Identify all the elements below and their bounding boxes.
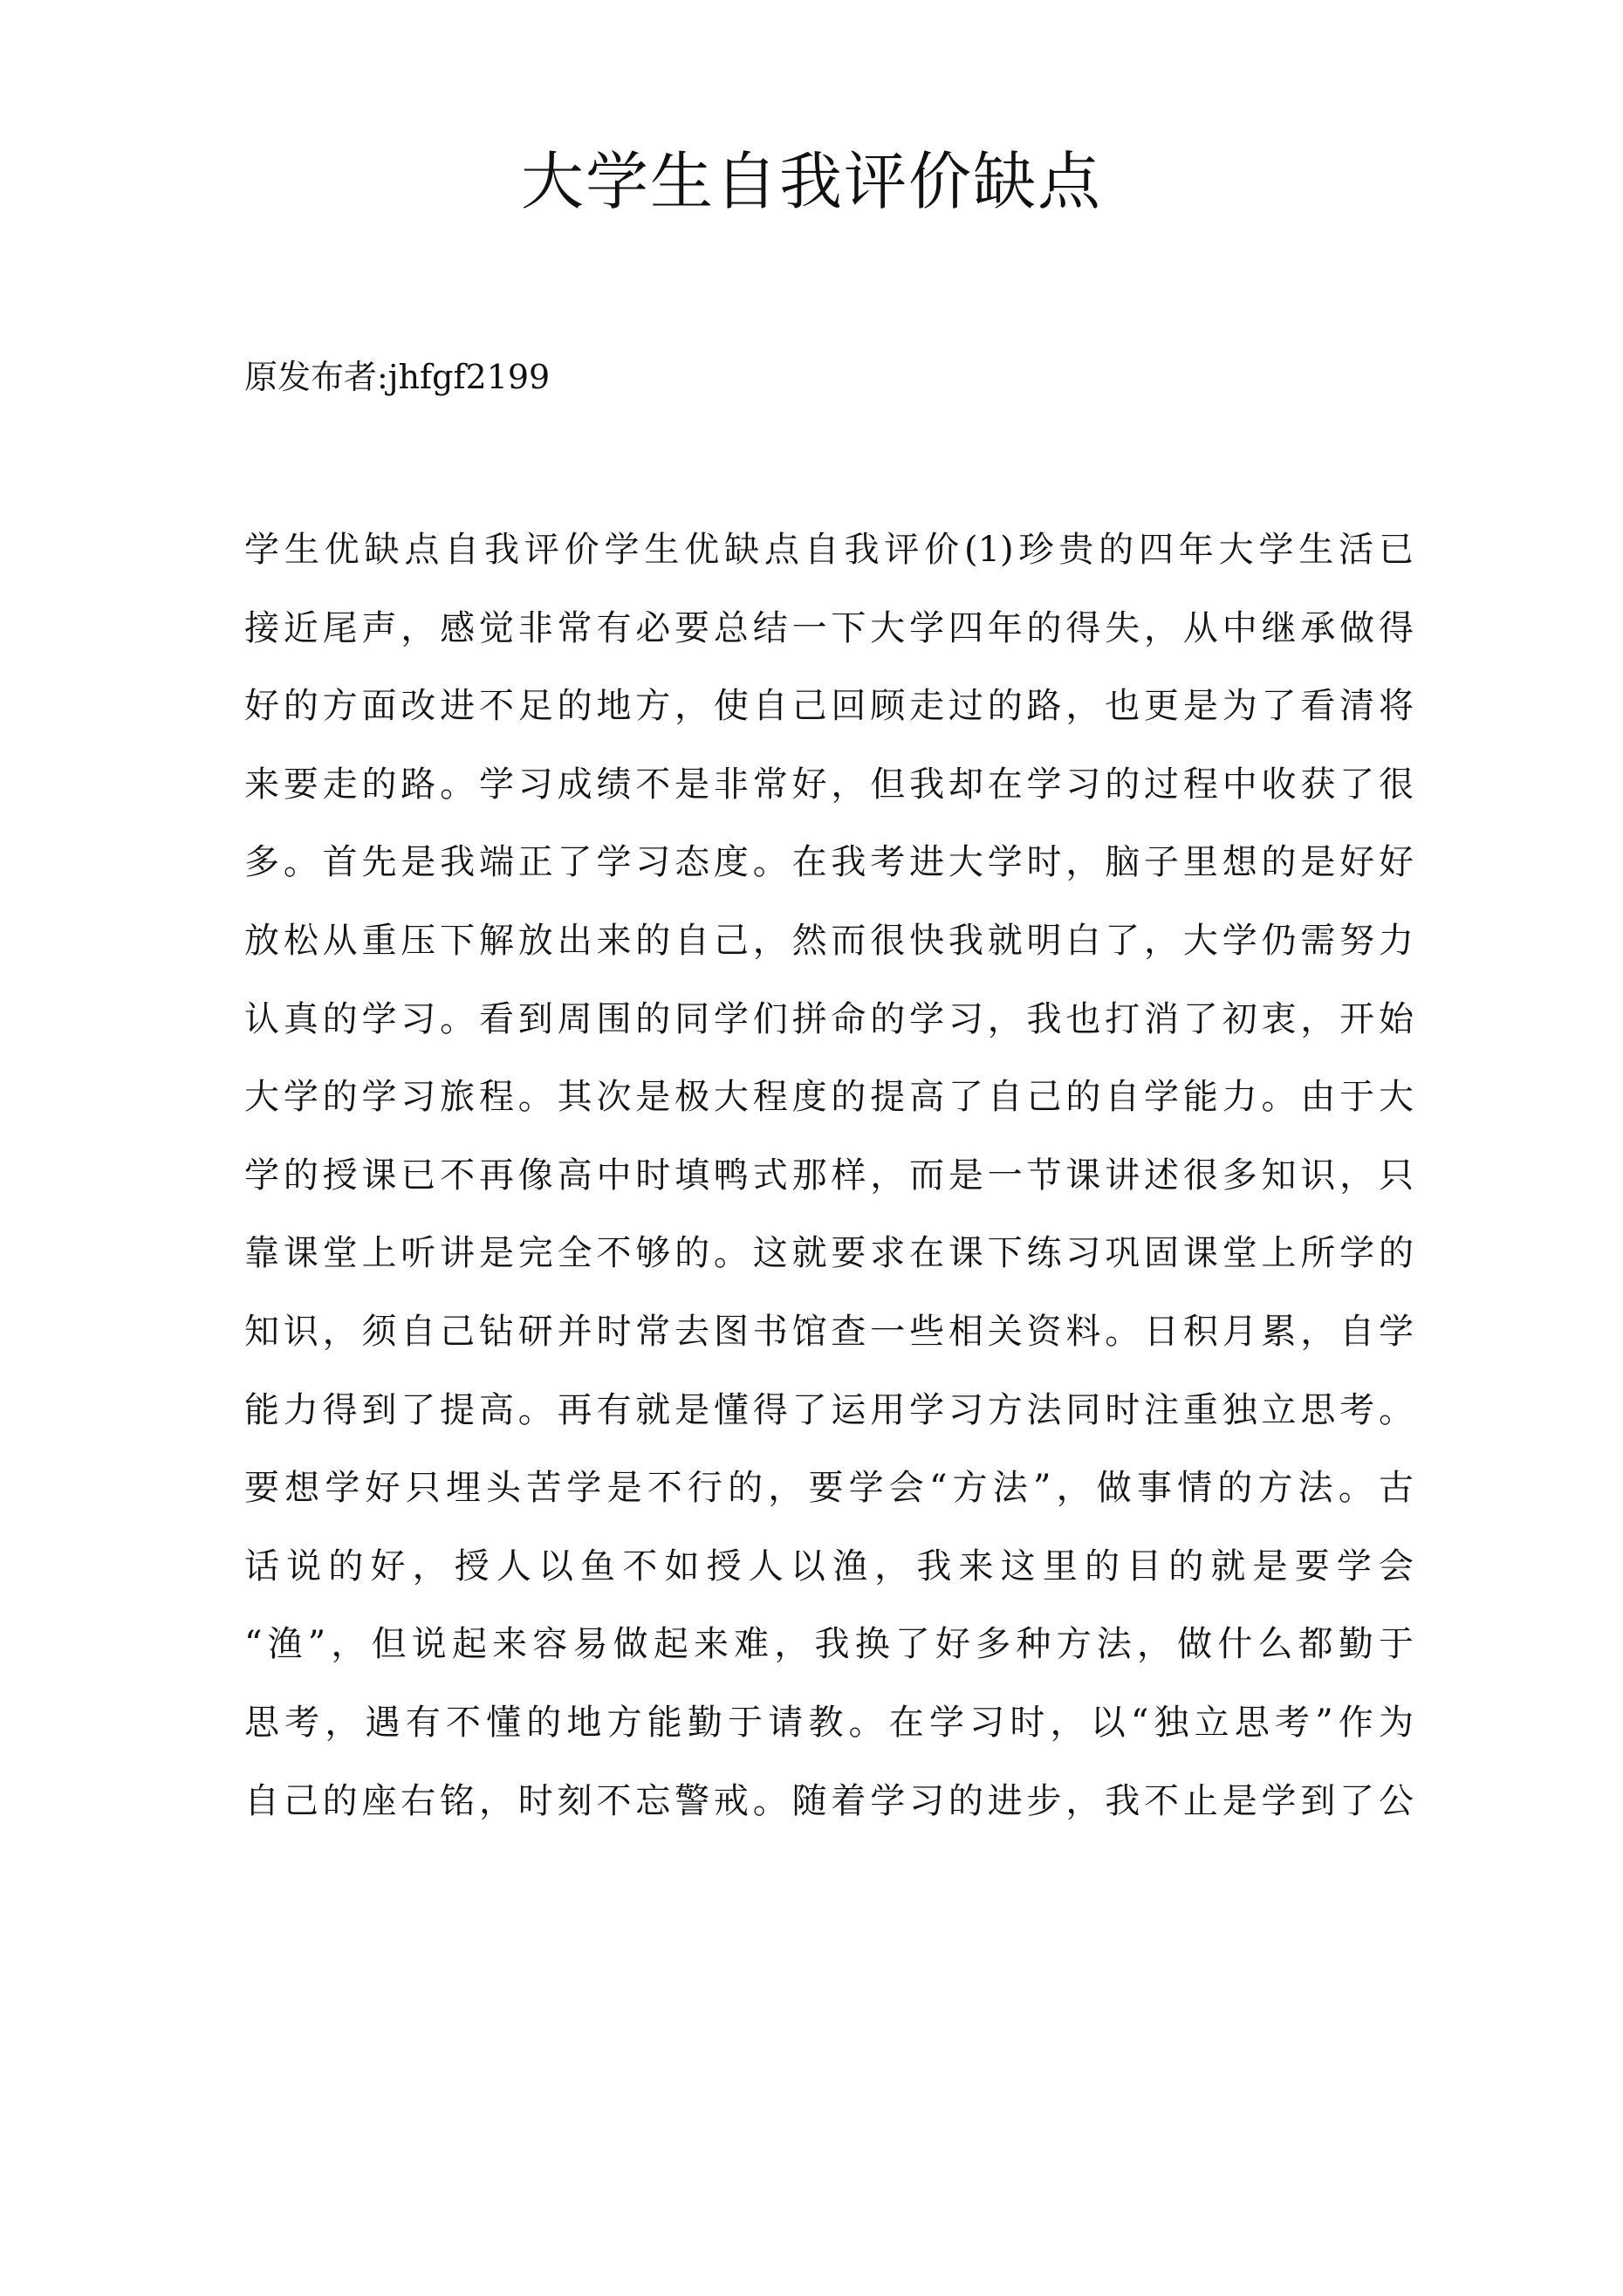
body-line: 话说的好，授人以鱼不如授人以渔，我来这里的目的就是要学会: [244, 1546, 1414, 1587]
body-line: 多。首先是我端正了学习态度。在我考进大学时，脑子里想的是好好: [244, 842, 1414, 883]
document-title: 大学生自我评价缺点: [520, 145, 1102, 218]
body-line: 知识，须自己钻研并时常去图书馆查一些相关资料。日积月累，自学: [244, 1311, 1414, 1352]
body-line: 靠课堂上听讲是完全不够的。这就要求在课下练习巩固课堂上所学的: [244, 1233, 1414, 1274]
body-line: 学生优缺点自我评价学生优缺点自我评价(1)珍贵的四年大学生活已: [244, 530, 1414, 570]
body-line: 自己的座右铭，时刻不忘警戒。随着学习的进步，我不止是学到了公: [244, 1780, 1414, 1821]
body-line: 接近尾声，感觉非常有必要总结一下大学四年的得失，从中继承做得: [244, 607, 1414, 648]
body-line: 能力得到了提高。再有就是懂得了运用学习方法同时注重独立思考。: [244, 1389, 1414, 1430]
body-line: 放松从重压下解放出来的自己，然而很快我就明白了，大学仍需努力: [244, 920, 1414, 961]
body-line: 要想学好只埋头苦学是不行的，要学会“方法”，做事情的方法。古: [244, 1468, 1414, 1509]
body-line: 认真的学习。看到周围的同学们拼命的学习，我也打消了初衷，开始: [244, 998, 1414, 1039]
body-paragraph: [244, 511, 1414, 1840]
body-line: 好的方面改进不足的地方，使自己回顾走过的路，也更是为了看清将: [244, 686, 1414, 727]
body-line: 来要走的路。学习成绩不是非常好，但我却在学习的过程中收获了很: [244, 764, 1414, 805]
body-line: 思考，遇有不懂的地方能勤于请教。在学习时，以“独立思考”作为: [244, 1702, 1414, 1743]
author-line: 原发布者:jhfgf2199: [244, 358, 551, 396]
body-line: 大学的学习旅程。其次是极大程度的提高了自己的自学能力。由于大: [244, 1077, 1414, 1118]
body-line: “渔”，但说起来容易做起来难，我换了好多种方法，做什么都勤于: [244, 1624, 1414, 1665]
body-line: 学的授课已不再像高中时填鸭式那样，而是一节课讲述很多知识，只: [244, 1155, 1414, 1196]
